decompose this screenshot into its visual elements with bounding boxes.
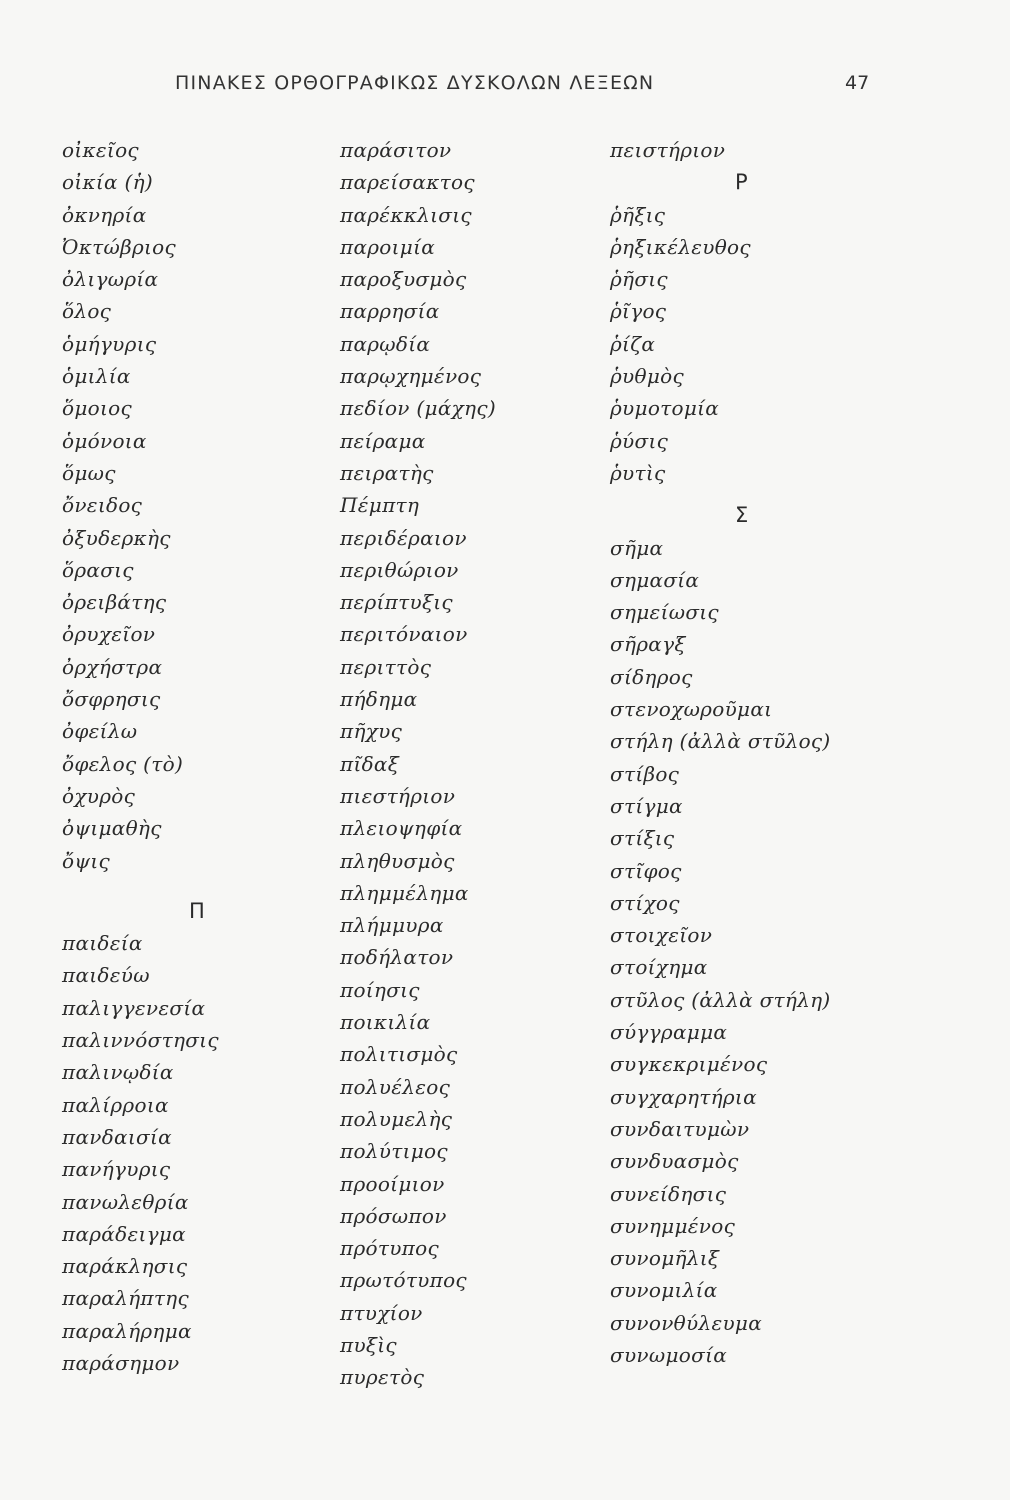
word-column-2 bbox=[340, 134, 610, 1394]
word-entry: στοιχεῖον bbox=[610, 923, 713, 948]
word-entry: ῥυθμὸς bbox=[610, 364, 684, 389]
word-entry: παράδειγμα bbox=[62, 1221, 186, 1246]
word-entry: πανωλεθρία bbox=[62, 1189, 189, 1214]
word-entry: πεδίον (μάχης) bbox=[340, 396, 496, 421]
word-entry: σῆραγξ bbox=[610, 632, 686, 657]
word-entry: συνημμένος bbox=[610, 1213, 736, 1238]
word-entry: ὁμήγυρις bbox=[62, 331, 157, 356]
word-entry: παράσιτον bbox=[340, 138, 452, 162]
word-entry: ποικιλία bbox=[340, 1010, 431, 1035]
word-entry: παλιννόστησις bbox=[62, 1028, 219, 1053]
word-entry: ῥῖγος bbox=[610, 299, 667, 324]
letter-heading-pi: Π bbox=[189, 898, 205, 923]
word-entry: ὀφείλω bbox=[62, 719, 138, 744]
running-title: ΠΙΝΑΚΕΣ ΟΡΘΟΓΡΑΦΙΚΩΣ ΔΥΣΚΟΛΩΝ ΛΕΞΕΩΝ bbox=[175, 72, 655, 94]
word-entry: ὀρειβάτης bbox=[62, 590, 167, 615]
word-entry: πήδημα bbox=[340, 687, 418, 712]
word-entry: ῥῆσις bbox=[610, 267, 668, 292]
word-entry: ῥίζα bbox=[610, 331, 656, 356]
word-entry: πλημμέλημα bbox=[340, 880, 469, 905]
word-entry: Πέμπτη bbox=[340, 493, 420, 518]
word-entry: στήλη (ἀλλὰ στῦλος) bbox=[610, 729, 831, 754]
word-entry: στῦλος (ἀλλὰ στήλη) bbox=[610, 987, 831, 1012]
word-entry: πυξὶς bbox=[340, 1332, 397, 1357]
word-entry: ὅλος bbox=[62, 299, 112, 324]
word-entry: πρωτότυπος bbox=[340, 1268, 467, 1293]
word-entry: παρρησία bbox=[340, 299, 440, 324]
word-entry: στοίχημα bbox=[610, 955, 708, 980]
word-entry: παρείσακτος bbox=[340, 170, 475, 195]
word-entry: πολιτισμὸς bbox=[340, 1042, 458, 1067]
word-entry: πλειοψηφία bbox=[340, 816, 463, 841]
word-entry: ποίησις bbox=[340, 977, 420, 1002]
word-entry: ὄφελος (τὸ) bbox=[62, 751, 184, 776]
word-entry: ὀκνηρία bbox=[62, 202, 147, 227]
word-entry: ὁμιλία bbox=[62, 364, 131, 389]
word-column-1 bbox=[62, 134, 332, 1379]
word-entry: στῖφος bbox=[610, 858, 682, 883]
word-entry: ὀρχήστρα bbox=[62, 654, 163, 679]
word-entry: πειρατὴς bbox=[340, 460, 434, 485]
word-entry: περίπτυξις bbox=[340, 590, 453, 615]
word-entry: ῥῆξις bbox=[610, 202, 666, 227]
word-entry: σύγγραμμα bbox=[610, 1020, 728, 1045]
letter-heading-sigma: Σ bbox=[735, 503, 749, 528]
word-entry: στενοχωροῦμαι bbox=[610, 697, 773, 722]
word-entry: ῥυτὶς bbox=[610, 460, 666, 485]
word-entry: σημείωσις bbox=[610, 600, 719, 625]
word-entry: περιδέραιον bbox=[340, 525, 467, 550]
word-entry: πῆχυς bbox=[340, 719, 403, 744]
word-entry: παλίρροια bbox=[62, 1092, 169, 1117]
word-entry: παραλήρημα bbox=[62, 1318, 192, 1343]
word-entry: ὀρυχεῖον bbox=[62, 622, 156, 647]
word-entry: συνείδησις bbox=[610, 1181, 727, 1206]
word-entry: πειστήριον bbox=[610, 138, 726, 162]
word-entry: συνονθύλευμα bbox=[610, 1310, 763, 1335]
word-entry: συνδαιτυμὼν bbox=[610, 1116, 750, 1141]
word-entry: συνομιλία bbox=[610, 1278, 718, 1303]
word-entry: παράκλησις bbox=[62, 1254, 188, 1279]
word-entry: ῥύσις bbox=[610, 428, 669, 453]
word-entry: παροξυσμὸς bbox=[340, 267, 467, 292]
word-entry: παρέκκλισις bbox=[340, 202, 472, 227]
word-entry: οἰκεῖος bbox=[62, 138, 139, 162]
word-entry: σημασία bbox=[610, 567, 700, 592]
word-entry: περιτόναιον bbox=[340, 622, 468, 647]
word-entry: περιττὸς bbox=[340, 654, 432, 679]
word-entry: ὄνειδος bbox=[62, 493, 143, 518]
word-entry: ὄσφρησις bbox=[62, 687, 161, 712]
word-entry: ὅμοιος bbox=[62, 396, 132, 421]
word-entry: ὀξυδερκὴς bbox=[62, 525, 171, 550]
word-entry: παλινῳδία bbox=[62, 1060, 174, 1085]
word-entry: ῥηξικέλευθος bbox=[610, 234, 751, 259]
page-number: 47 bbox=[845, 72, 870, 94]
word-entry: ὀλιγωρία bbox=[62, 267, 159, 292]
word-entry: παιδεία bbox=[62, 931, 143, 956]
word-entry: οἰκία (ἡ) bbox=[62, 170, 153, 195]
word-entry: πείραμα bbox=[340, 428, 426, 453]
word-column-3 bbox=[610, 134, 910, 1371]
word-entry: ὁμόνοια bbox=[62, 428, 147, 453]
word-entry: προοίμιον bbox=[340, 1171, 445, 1196]
word-entry: πολυμελὴς bbox=[340, 1106, 453, 1131]
word-entry: πῖδαξ bbox=[340, 751, 400, 776]
word-entry: ὅμως bbox=[62, 460, 116, 485]
word-entry: παιδεύω bbox=[62, 963, 150, 988]
word-entry: πολύτιμος bbox=[340, 1139, 448, 1164]
letter-heading-rho: Ρ bbox=[735, 170, 748, 195]
word-entry: πληθυσμὸς bbox=[340, 848, 455, 873]
word-entry: περιθώριον bbox=[340, 557, 459, 582]
word-entry: ὀχυρὸς bbox=[62, 783, 136, 808]
word-entry: παράσημον bbox=[62, 1350, 180, 1375]
word-entry: παροιμία bbox=[340, 234, 436, 259]
word-entry: πιεστήριον bbox=[340, 783, 456, 808]
word-entry: συγκεκριμένος bbox=[610, 1052, 768, 1077]
word-entry: σίδηρος bbox=[610, 664, 693, 689]
word-entry: στίχος bbox=[610, 890, 680, 915]
word-entry: Ὀκτώβριος bbox=[62, 234, 176, 259]
word-entry: στίγμα bbox=[610, 793, 683, 818]
word-entry: πρόσωπον bbox=[340, 1203, 447, 1228]
word-entry: συνωμοσία bbox=[610, 1342, 728, 1367]
word-entry: συγχαρητήρια bbox=[610, 1084, 757, 1109]
word-entry: ὄψις bbox=[62, 848, 110, 873]
word-entry: στίξις bbox=[610, 826, 675, 851]
word-entry: ὀψιμαθὴς bbox=[62, 816, 162, 841]
word-entry: παλιγγενεσία bbox=[62, 995, 206, 1020]
word-entry: πολυέλεος bbox=[340, 1074, 451, 1099]
word-entry: ῥυμοτομία bbox=[610, 396, 720, 421]
word-entry: παρῳδία bbox=[340, 331, 431, 356]
word-entry: σῆμα bbox=[610, 535, 664, 560]
page-header bbox=[0, 72, 1010, 102]
word-entry: πρότυπος bbox=[340, 1236, 439, 1261]
word-entry: στίβος bbox=[610, 761, 680, 786]
word-entry: συνδυασμὸς bbox=[610, 1149, 739, 1174]
word-entry: πυρετὸς bbox=[340, 1365, 425, 1390]
word-entry: πανήγυρις bbox=[62, 1157, 171, 1182]
word-entry: ὅρασις bbox=[62, 557, 134, 582]
word-entry: πλήμμυρα bbox=[340, 913, 444, 938]
word-entry: πανδαισία bbox=[62, 1124, 172, 1149]
word-entry: ποδήλατον bbox=[340, 945, 454, 970]
word-entry: παραλήπτης bbox=[62, 1286, 189, 1311]
word-entry: συνομῆλιξ bbox=[610, 1246, 720, 1271]
word-entry: παρῳχημένος bbox=[340, 364, 482, 389]
word-entry: πτυχίον bbox=[340, 1300, 423, 1325]
